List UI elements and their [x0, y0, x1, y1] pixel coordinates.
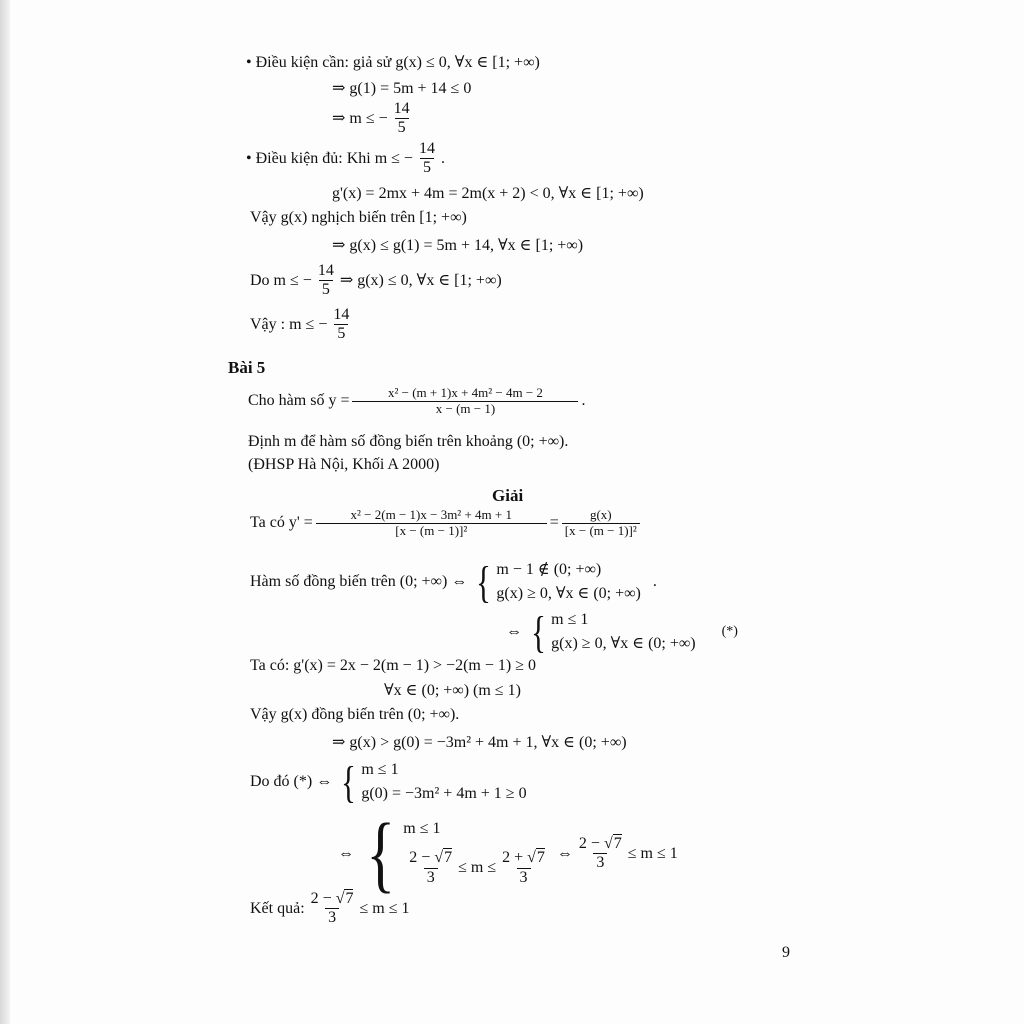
line-function-def: Cho hàm số y = $\frac{\text{x² − (m + 1)x + 4m² − 4m − 2}}{x - (m - 1)}$ .: [248, 385, 586, 416]
line-conclusion-1: Vậy : m ≤ − $\frac{14}{5}$: [250, 306, 355, 344]
g-fraction: $\frac{g(x)}{\text{[x − (m − 1)]²}}$: [562, 508, 640, 539]
page-edge-shadow: [0, 0, 10, 1024]
system-condition-2: { m ≤ 1 g(x) ≥ 0, ∀x ∈ (0; +∞): [531, 607, 696, 657]
fraction-14-5: $\frac{14}{5}$: [317, 262, 334, 299]
fraction-2-minus-sqrt7: $\frac{2 - √7}{3}$: [409, 849, 453, 886]
line-g-greater: ⇒ g(x) > g(0) = −3m² + 4m + 1, ∀x ∈ (0; +∞): [332, 734, 627, 751]
line-decreasing: Vậy g(x) nghịch biến trên [1; +∞): [250, 209, 467, 226]
page-number: 9: [782, 944, 790, 961]
fraction-2-minus-sqrt7: $\frac{2 - √7}{3}$: [310, 890, 354, 927]
system-condition-3: { m ≤ 1 g(0) = −3m² + 4m + 1 ≥ 0: [341, 757, 527, 807]
line-necessary-condition: • Điều kiện cần: giả sử g(x) ≤ 0, ∀x ∈ [1; +∞): [246, 54, 540, 71]
line-do-m: Do m ≤ − $\frac{14}{5}$ ⇒ g(x) ≤ 0, ∀x ∈ [1; +∞): [250, 262, 502, 299]
line-m-bound-1: ⇒ m ≤ − $\frac{14}{5}$: [332, 100, 416, 138]
line-final-system: ⇔ { m ≤ 1 $\frac{2 - √7}{3}$ ≤ m ≤ $\frac{2 + √7}{3}$ ⇔ $\frac{2 - √7}{3}$ ≤ m ≤ 1: [338, 805, 678, 901]
fraction-2-plus-sqrt7: $\frac{2 + √7}{3}$: [502, 849, 545, 886]
system-condition-4: { m ≤ 1 $\frac{2 - √7}{3}$ ≤ m ≤ $\frac{2 + √7}{3}$: [360, 815, 551, 892]
fraction-14-5: $\frac{14}{5}$: [393, 100, 410, 137]
line-g1: ⇒ g(1) = 5m + 14 ≤ 0: [332, 80, 472, 97]
line-equivalent-system: ⇔ { m ≤ 1 g(x) ≥ 0, ∀x ∈ (0; +∞) (*): [506, 607, 738, 657]
function-fraction: $\frac{\text{x² − (m + 1)x + 4m² − 4m − 2}}{x - (m - 1)}$: [352, 386, 578, 417]
solution-title: Giải: [492, 486, 524, 505]
line-therefore: Do đó (*) ⇔ { m ≤ 1 g(0) = −3m² + 4m + 1 ≥ 0: [250, 757, 527, 807]
line-g-bound: ⇒ g(x) ≤ g(1) = 5m + 14, ∀x ∈ [1; +∞): [332, 237, 584, 254]
line-derivative: g'(x) = 2mx + 4m = 2m(x + 2) < 0, ∀x ∈ [1; +∞): [332, 185, 644, 202]
fraction-14-5: $\frac{14}{5}$: [333, 306, 350, 343]
fraction-14-5: $\frac{14}{5}$: [418, 140, 435, 177]
line-sufficient-condition: • Điều kiện đủ: Khi m ≤ − $\frac{14}{5}$ .: [246, 140, 445, 177]
line-source: (ĐHSP Hà Nội, Khối A 2000): [248, 456, 440, 473]
line-increasing-condition: Hàm số đồng biến trên (0; +∞) ⇔ { m − 1 ∉ (0; +∞) g(x) ≥ 0, ∀x ∈ (0; +∞) .: [250, 557, 657, 607]
fraction-2-minus-sqrt7: $\frac{2 - √7}{3}$: [578, 834, 622, 872]
line-derivative-y: Ta có y' = $\frac{\text{x² − 2(m − 1)x − 3m² + 4m + 1}}{\text{[x − (m − 1)]²}}$ = $\frac{g(x)}{\text{[x − (m − 1)]²}}$: [250, 508, 643, 539]
star-label: (*): [721, 624, 738, 640]
line-result: Kết quả: $\frac{2 - √7}{3}$ ≤ m ≤ 1: [250, 890, 410, 927]
line-find-m: Định m để hàm số đồng biến trên khoảng (0; +∞).: [248, 433, 569, 450]
line-forall: ∀x ∈ (0; +∞) (m ≤ 1): [384, 682, 521, 699]
line-g-increasing: Vậy g(x) đồng biến trên (0; +∞).: [250, 706, 460, 723]
line-gprime: Ta có: g'(x) = 2x − 2(m − 1) > −2(m − 1) ≥ 0: [250, 657, 536, 674]
system-condition-1: { m − 1 ∉ (0; +∞) g(x) ≥ 0, ∀x ∈ (0; +∞): [476, 557, 641, 607]
derivative-fraction: $\frac{\text{x² − 2(m − 1)x − 3m² + 4m + 1}}{\text{[x − (m − 1)]²}}$: [316, 508, 547, 539]
exercise-title: Bài 5: [228, 358, 266, 377]
